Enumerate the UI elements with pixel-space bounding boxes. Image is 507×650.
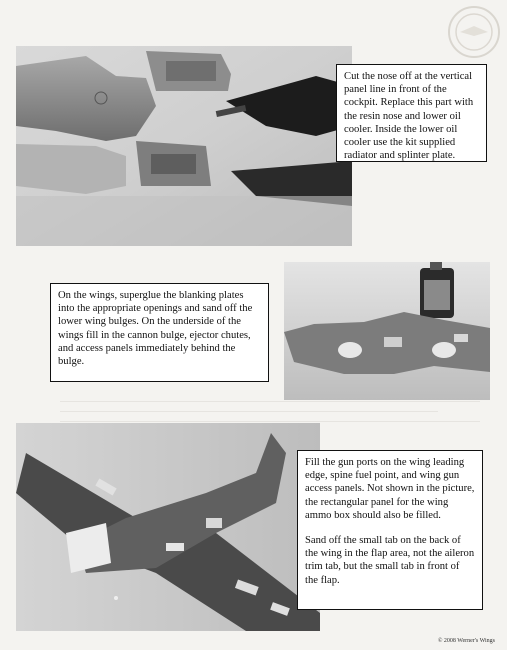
- fuselage-parts-photo: [16, 46, 352, 246]
- callout-nose-instructions: [336, 64, 487, 162]
- assembled-airframe-photo: [16, 423, 320, 631]
- wing-superglue-photo: [284, 262, 490, 400]
- watermark-logo: [448, 6, 500, 58]
- copyright-footer: © 2008 Werner's Wings: [437, 638, 495, 644]
- callout-gun-ports-instructions: [297, 450, 483, 610]
- callout-wing-instructions: [50, 283, 269, 382]
- callout-nose-text: Cut the nose off at the vertical panel line in front of the cockpit. Replace this part with the resin nose and lower oil cooler. Inside the lower oil cooler use the kit supplied radiator and splinter plate.: [344, 71, 474, 162]
- callout-gun-ports-text: Fill the gun ports on the wing leading edge, spine fuel point, and wing gun access panels. Not shown in the picture, the rectangular panel for the wing ammo box should also be filled.: [305, 457, 475, 521]
- callout-wing-text: On the wings, superglue the blanking plates into the appropriate openings and sand off the lower wing bulges. On the underside of the wings fill in the cannon bulge, ejector chutes, and access panels immediately behind the bulge.: [58, 290, 253, 368]
- callout-tab-text: Sand off the small tab on the back of the wing in the flap area, not the aileron trim tab, but the small tab in front of the flap.: [305, 535, 475, 586]
